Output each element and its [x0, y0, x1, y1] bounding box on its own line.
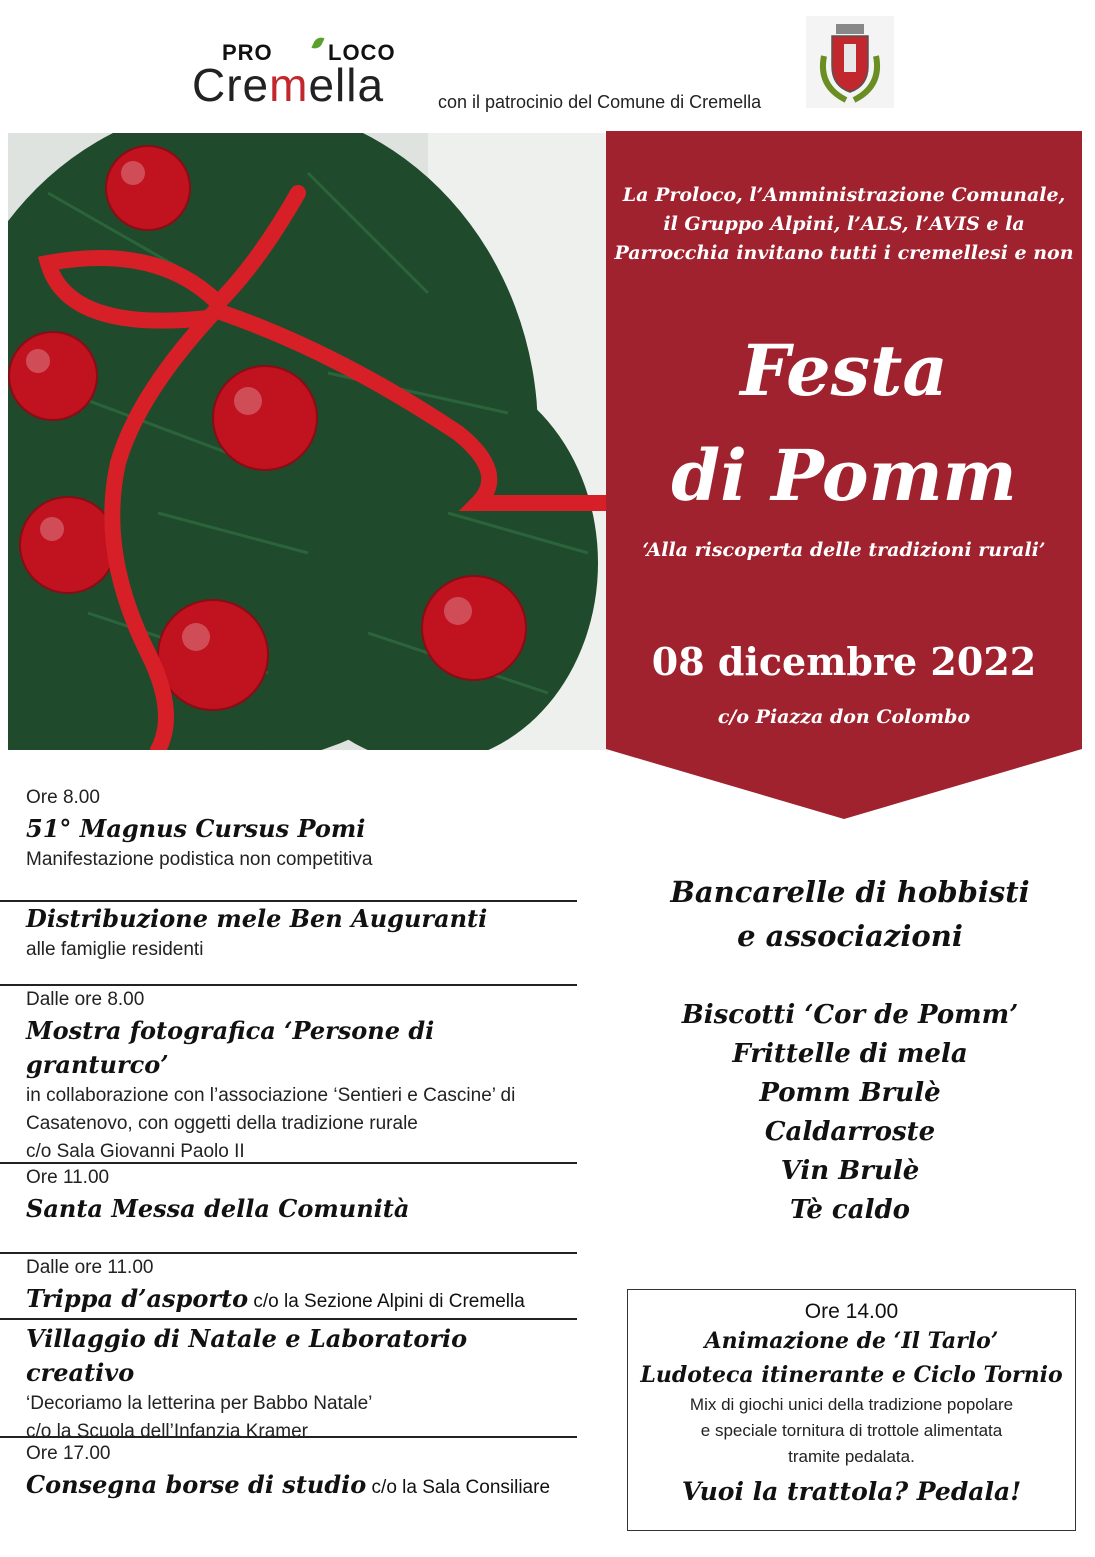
crest-icon [806, 16, 894, 108]
food-item: Caldarroste [764, 1117, 936, 1147]
box-heading: Ludoteca itinerante e Ciclo Tornio [640, 1362, 1063, 1388]
schedule-desc: c/o la Scuola dell’Infanzia Kramer [26, 1421, 308, 1442]
divider [0, 1252, 577, 1254]
animation-box [627, 1289, 1076, 1531]
proloco-logo [190, 36, 420, 111]
food-item: Pomm Brulè [759, 1078, 941, 1108]
schedule-time: Dalle ore 11.00 [26, 1257, 154, 1278]
food-item: Biscotti ‘Cor de Pomm’ [681, 1000, 1019, 1030]
logo-name: Cremella [192, 59, 385, 111]
schedule-title: 51° Magnus Cursus Pomi [26, 814, 366, 843]
schedule-title: Santa Messa della Comunità [26, 1194, 410, 1223]
schedule-item [26, 1142, 578, 1232]
stalls-heading: Bancarelle di hobbisti e associazioni [670, 875, 1030, 953]
schedule-item [26, 1232, 578, 1322]
schedule-title: Mostra fotografica ‘Persone di granturco’ [26, 1016, 435, 1079]
schedule-desc: Casatenovo, con oggetti della tradizione rurale [26, 1113, 418, 1134]
leaf-icon [311, 35, 324, 51]
schedule-list [26, 784, 578, 1510]
box-heading: Animazione de ‘Il Tarlo’ [704, 1328, 999, 1354]
schedule-item [26, 1440, 578, 1510]
divider [0, 984, 577, 986]
invite-text: La Proloco, l’Amministrazione Comunale, il Gruppo Alpini, l’ALS, l’AVIS e la Parrocchia invitano tutti i cremellesi e non [614, 184, 1074, 264]
patronage-text: con il patrocinio del Comune di Cremella [438, 92, 762, 112]
box-footer: Vuoi la trattola? Pedala! [681, 1477, 1022, 1506]
divider [0, 1318, 577, 1320]
schedule-desc: in collaborazione con l’associazione ‘Sentieri e Cascine’ di [26, 1085, 516, 1106]
food-item: Vin Brulè [780, 1156, 920, 1186]
logo-pro: PRO [222, 40, 273, 65]
schedule-desc: alle famiglie residenti [26, 939, 204, 960]
schedule-desc: Manifestazione podistica non competitiva [26, 849, 373, 870]
food-list [620, 996, 1080, 1230]
event-title-line2: di Pomm [671, 434, 1017, 517]
schedule-item [26, 784, 578, 872]
box-desc: Mix di giochi unici della tradizione popolare [689, 1395, 1014, 1414]
schedule-time: Ore 8.00 [26, 787, 100, 808]
event-venue: c/o Piazza don Colombo [717, 706, 971, 728]
schedule-title: Distribuzione mele Ben Auguranti [26, 904, 488, 933]
box-desc: e speciale tornitura di trottole alimentata [700, 1421, 1003, 1440]
schedule-item [26, 1322, 578, 1440]
schedule-title: Trippa d’asporto c/o la Sezione Alpini di Cremella [26, 1284, 525, 1313]
schedule-title: Villaggio di Natale e Laboratorio creativo [26, 1324, 468, 1387]
schedule-desc: ‘Decoriamo la letterina per Babbo Natale’ [26, 1393, 373, 1414]
schedule-time: Ore 11.00 [26, 1167, 110, 1188]
box-desc: tramite pedalata. [788, 1447, 915, 1466]
food-item: Frittelle di mela [732, 1039, 968, 1069]
divider [0, 900, 577, 902]
schedule-time: Dalle ore 8.00 [26, 989, 145, 1010]
schedule-item [26, 964, 578, 1162]
divider [0, 1162, 577, 1164]
event-banner [606, 131, 1082, 821]
box-time: Ore 14.00 [804, 1300, 899, 1323]
schedule-time: Ore 17.00 [26, 1443, 111, 1464]
divider [0, 1436, 577, 1438]
event-title-line1: Festa [740, 329, 948, 412]
event-tagline: ‘Alla riscoperta delle tradizioni rurali’ [642, 539, 1046, 561]
food-item: Tè caldo [789, 1195, 911, 1225]
event-date: 08 dicembre 2022 [651, 639, 1037, 684]
christmas-apples-photo [8, 133, 606, 750]
schedule-title: Consegna borse di studio c/o la Sala Consiliare [26, 1470, 551, 1499]
logo-loco: LOCO [328, 40, 396, 65]
schedule-item [26, 872, 578, 964]
schedule-desc: c/o Sala Giovanni Paolo II [26, 1141, 245, 1162]
